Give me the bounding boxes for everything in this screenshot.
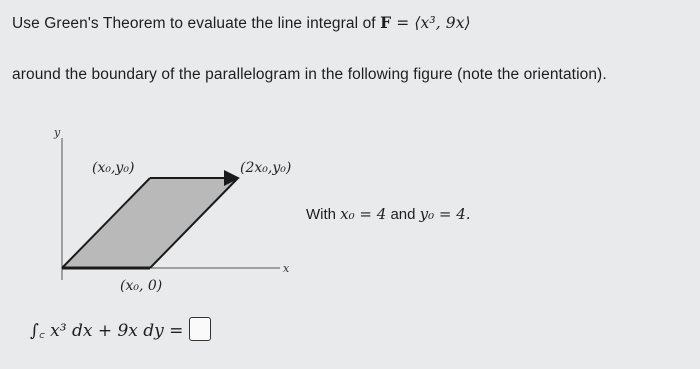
problem-line-2: around the boundary of the parallelogram in the following figure (note the orientation). xyxy=(12,66,607,83)
problem-line-1 xyxy=(12,13,471,33)
vector-field-components: ⟨x³, 9x⟩ xyxy=(414,14,471,32)
problem-intro-text: Use Green's Theorem to evaluate the line integral of xyxy=(12,15,381,32)
given-values xyxy=(306,205,471,223)
x-axis-label: x xyxy=(283,262,290,275)
vector-field-symbol: F xyxy=(380,13,392,32)
vertex-label-top-left: (x₀,y₀) xyxy=(92,160,135,176)
given-prefix: With xyxy=(306,206,341,223)
given-and: and xyxy=(386,206,420,223)
integral-expression: ∫꜀ x³ dx + 9x dy = xyxy=(30,320,184,341)
vertex-label-top-right: (2x₀,y₀) xyxy=(240,160,292,176)
x0-value: x₀ = 4 xyxy=(340,205,387,223)
answer-input-box[interactable] xyxy=(189,317,211,341)
answer-row xyxy=(30,317,211,341)
equals-sign: = xyxy=(391,14,415,32)
parallelogram-figure xyxy=(40,120,310,300)
parallelogram-region xyxy=(62,178,238,268)
vertex-label-bottom: (x₀, 0) xyxy=(120,278,163,294)
y-axis-label: y xyxy=(54,126,61,139)
y0-value: y₀ = 4. xyxy=(419,205,471,223)
